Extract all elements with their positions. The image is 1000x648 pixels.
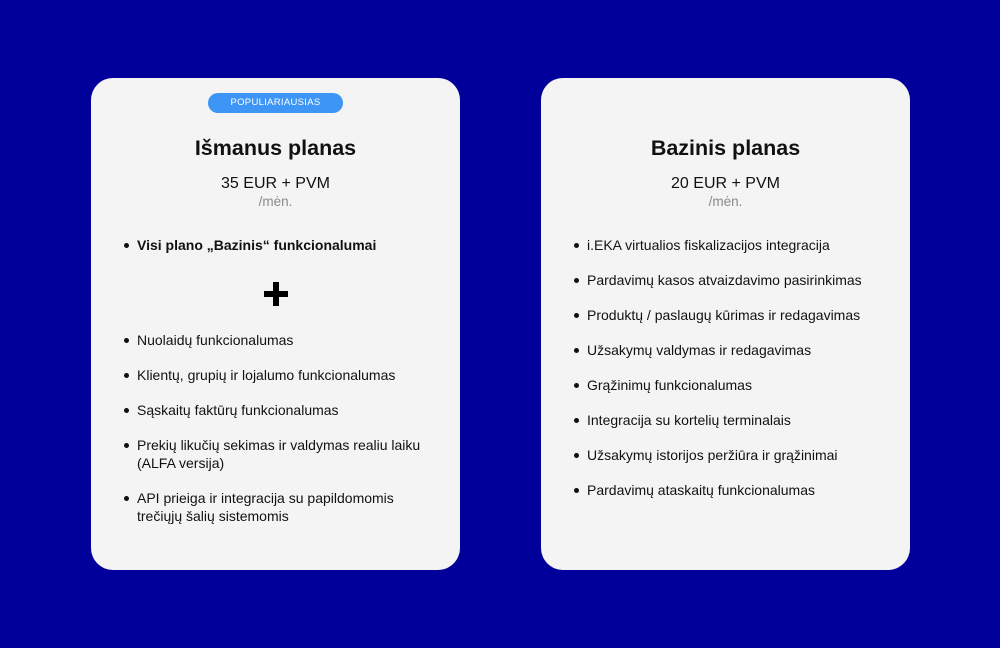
- list-item: API prieiga ir integracija su papildomomis trečiųjų šalių sistemomis: [121, 489, 431, 525]
- list-item: Sąskaitų faktūrų funkcionalumas: [121, 401, 431, 419]
- list-item: Pardavimų ataskaitų funkcionalumas: [571, 481, 881, 499]
- basic-plan-card: [541, 78, 910, 570]
- list-item: Integracija su kortelių terminalais: [571, 411, 881, 429]
- included-plan-list: [121, 236, 431, 254]
- list-item: Prekių likučių sekimas ir valdymas realiu laiku (ALFA versija): [121, 436, 431, 472]
- plus-icon: [264, 282, 288, 306]
- feature-list: [121, 331, 431, 542]
- list-item: Produktų / paslaugų kūrimas ir redagavimas: [571, 306, 881, 324]
- plan-title: Išmanus planas: [194, 136, 357, 160]
- price-period: /mėn.: [708, 194, 743, 209]
- list-item: Pardavimų kasos atvaizdavimo pasirinkimas: [571, 271, 881, 289]
- price-period: /mėn.: [258, 194, 293, 209]
- plan-price: 20 EUR + PVM: [671, 175, 780, 192]
- popular-badge: POPULIARIAUSIAS: [208, 93, 343, 113]
- list-item: Visi plano „Bazinis“ funkcionalumai: [121, 236, 431, 254]
- list-item: i.EKA virtualios fiskalizacijos integracija: [571, 236, 881, 254]
- list-item: Nuolaidų funkcionalumas: [121, 331, 431, 349]
- list-item: Grąžinimų funkcionalumas: [571, 376, 881, 394]
- feature-list: [571, 236, 881, 516]
- list-item: Užsakymų valdymas ir redagavimas: [571, 341, 881, 359]
- list-item: Klientų, grupių ir lojalumo funkcionalumas: [121, 366, 431, 384]
- plan-title: Bazinis planas: [650, 136, 801, 160]
- list-item: Užsakymų istorijos peržiūra ir grąžinimai: [571, 446, 881, 464]
- smart-plan-card: [91, 78, 460, 570]
- plan-price: 35 EUR + PVM: [221, 175, 330, 192]
